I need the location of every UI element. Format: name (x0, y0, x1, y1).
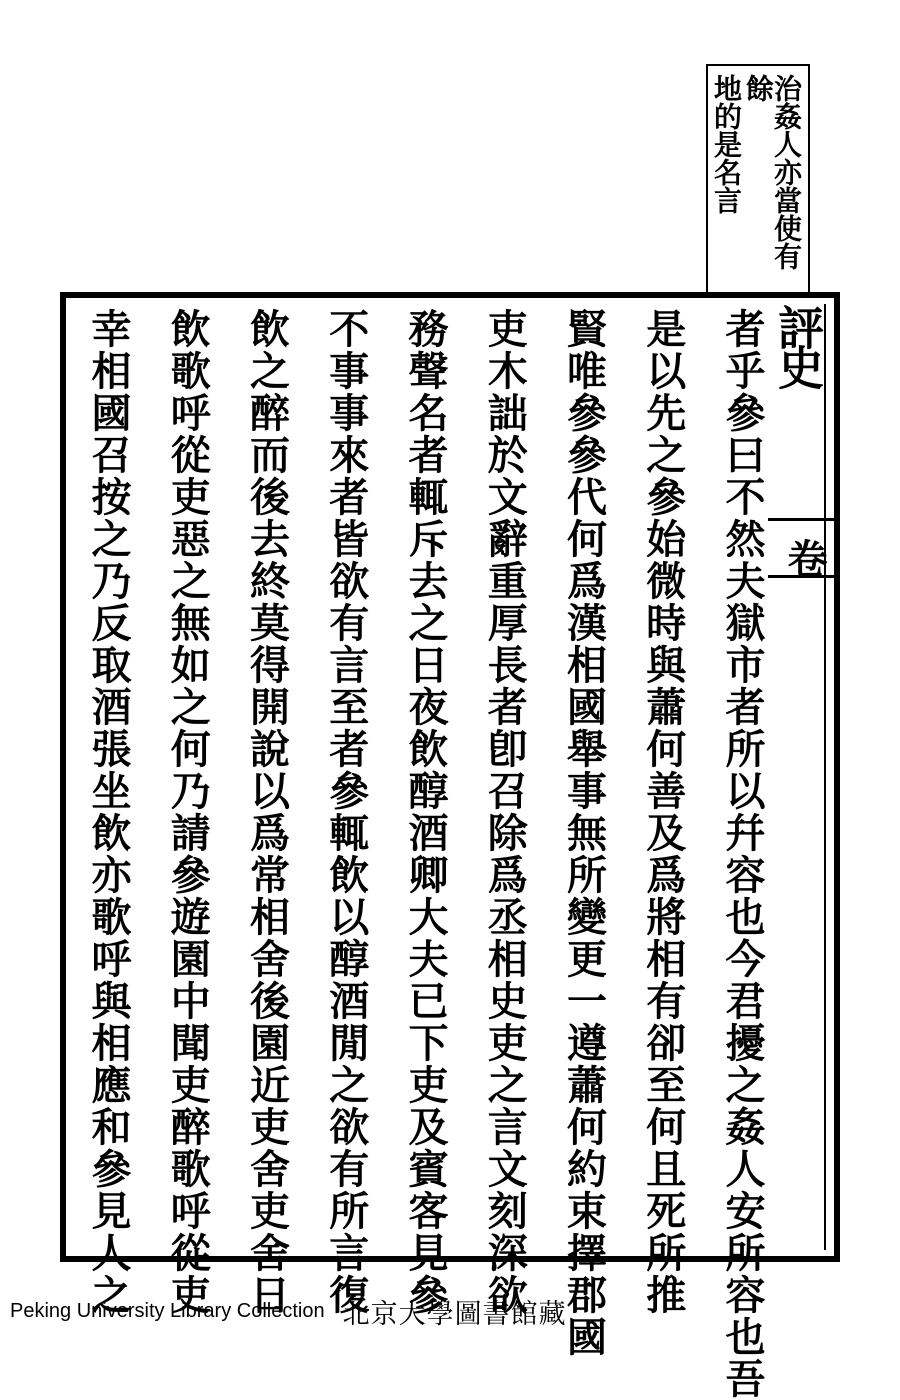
text-column (476, 308, 532, 1316)
text-column (159, 308, 215, 1316)
column-text: 務聲名者輒斥去之日夜飲醇酒卿大夫已下吏及賓客見參 (402, 308, 449, 1316)
text-column (397, 308, 453, 1316)
column-text: 不事事來者皆欲有言至者參輒飲以醇酒閒之欲有所言復 (322, 308, 370, 1316)
collection-label-english: Peking University Library Collection (10, 1299, 325, 1322)
column-text: 飲歌呼從吏惡之無如之何乃請參遊園中聞吏醉歌呼從吏 (164, 308, 212, 1316)
text-column (239, 308, 295, 1316)
margin-note-column-2: 地的是名言 (710, 74, 743, 214)
volume-label: 卷 (781, 538, 828, 578)
column-text: 賢唯參參代何爲漢相國舉事無所變更一遵蕭何約束擇郡國 (560, 308, 608, 1358)
column-text: 幸相國召按之乃反取酒張坐飲亦歌呼與相應和參見人之 (85, 308, 132, 1316)
margin-note-box (706, 64, 810, 294)
text-column (714, 308, 770, 1400)
running-title: 評史 (771, 304, 825, 384)
running-header (768, 304, 828, 544)
collection-footer (10, 1297, 890, 1330)
text-column (318, 308, 374, 1316)
text-column (635, 308, 691, 1316)
text-column (556, 308, 612, 1358)
column-text: 者乎參曰不然夫獄市者所以幷容也今君擾之姦人安所容也吾 (719, 308, 766, 1400)
text-column (80, 308, 136, 1316)
collection-label-chinese: 北京大學圖書館藏 (342, 1298, 567, 1330)
margin-note-column-1: 治姦人亦當使有餘 (742, 74, 803, 270)
column-text: 是以先之參始微時與蕭何善及爲將相有卻至何且死所推 (639, 308, 687, 1316)
column-text: 吏木詘於文辭重厚長者卽召除爲丞相史吏之言文刻深欲 (481, 308, 529, 1316)
column-text: 飲之醉而後去終莫得開說以爲常相舍後園近吏舍吏舍日 (243, 308, 291, 1316)
